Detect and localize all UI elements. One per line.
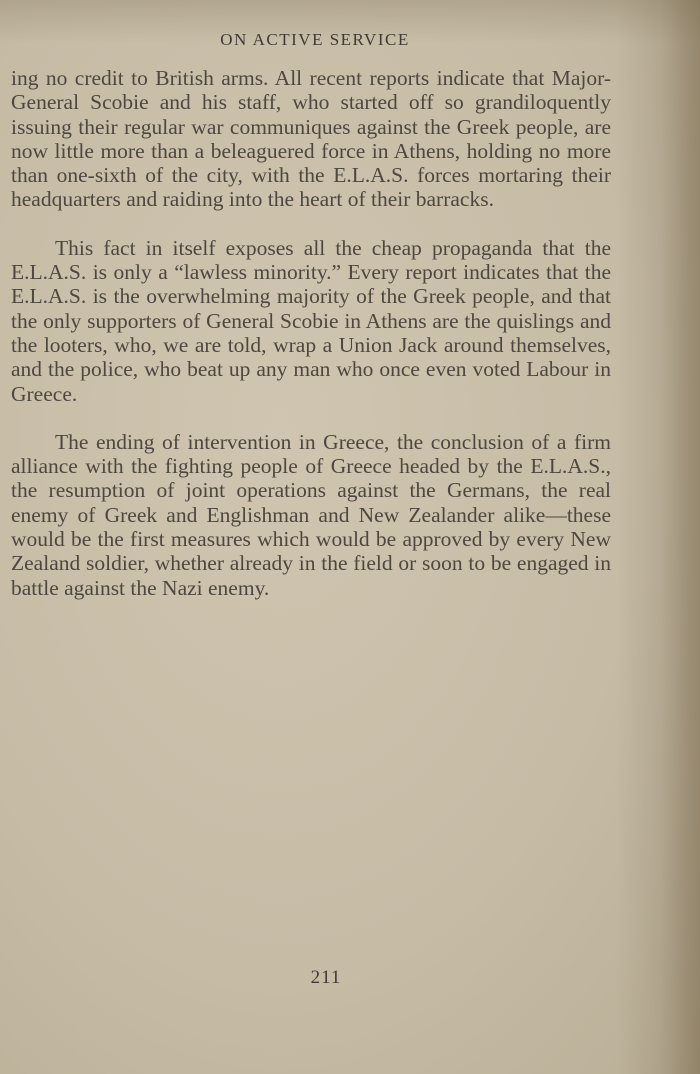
running-head: ON ACTIVE SERVICE — [220, 30, 410, 49]
paragraph-continued: ing no credit to British arms. All recent reports indicate that Major-General Scobie and his staff, who started off so grandiloquently issuing their regular war communiques against the Greek people, are now little more than a beleaguered force in Athens, holding no more than one-sixth of the city, with the E.L.A.S. forces mortaring their headquarters and raiding into the heart of their barracks. — [11, 66, 611, 212]
body-text — [11, 66, 611, 624]
paragraph: The ending of intervention in Greece, the conclusion of a firm alliance with the fighting people of Greece headed by the E.L.A.S., the resumption of joint operations against the Germans, the real enemy of Greek and Englishman and New Zealander alike—these would be the first measures which would be approved by every New Zealand soldier, whether already in the field or soon to be engaged in battle against the Nazi enemy. — [11, 429, 611, 600]
page-edge-stain — [660, 0, 700, 1074]
paragraph: This fact in itself exposes all the cheap propaganda that the E.L.A.S. is only a “lawless minority.” Every report indicates that the E.L.A.S. is the overwhelming majority of the Greek people, and that the only supporters of General Scobie in Athens are the quislings and the looters, who, we are told, wrap a Union Jack around themselves, and the police, who beat up any man who once even voted Labour in Greece. — [11, 235, 611, 406]
page-number: 211 — [310, 967, 342, 988]
